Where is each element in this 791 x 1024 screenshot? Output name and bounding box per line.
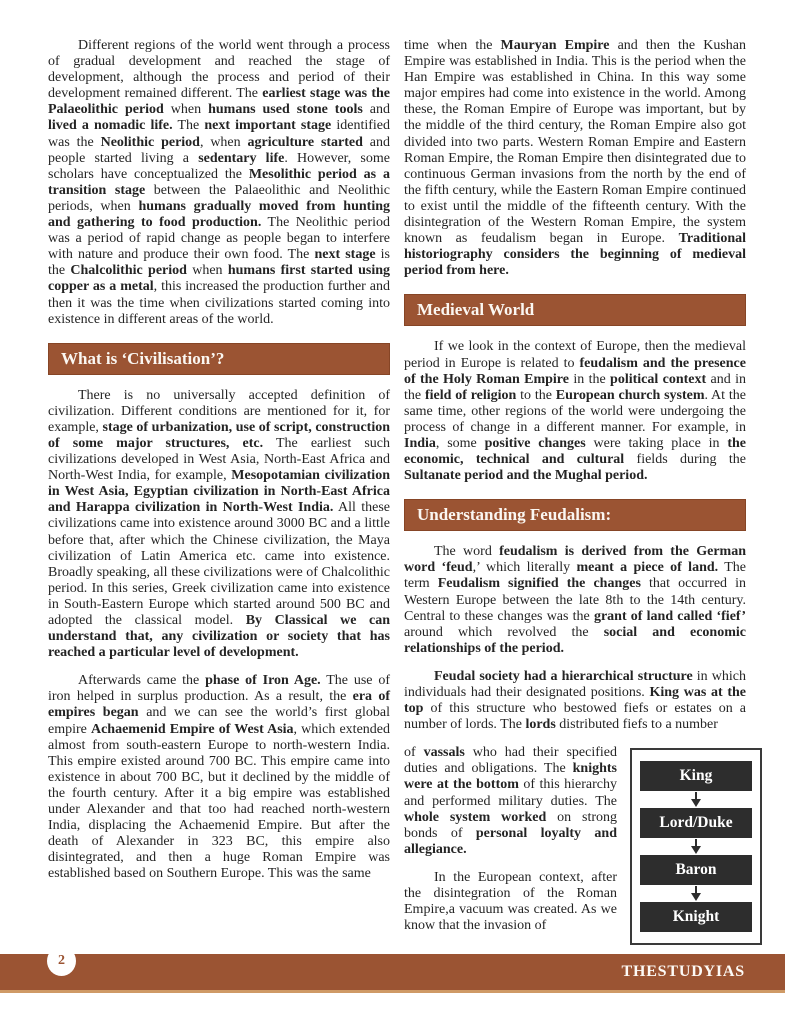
left-column (48, 38, 390, 895)
paragraph-civilisation-definition: There is no universally accepted definition of civilization. Different conditions are mentioned for it, for example, stage of urbanization, use of script, construction of some major structures, etc. The earliest such civilizations developed in West Asia, North-East Africa and North-West India, for example, Mesopotamian civilization in West Asia, Egyptian civilization in North-East Africa and Harappa civilization in North-West India. All these civilizations came into existence around 3000 BC and a little before that, after which the Chinese civilization, the Maya civilization of Latin America etc. came into existence. Broadly speaking, all these civilizations were of Chalcolithic period. In this series, Greek civilization came into existence in South-Eastern Europe which started around 500 BC and adopted the classical model. By Classical we can understand that, any civilization or society that has reached a particular level of development. (48, 387, 390, 661)
paragraph-feudal-society: Feudal society had a hierarchical structure in which individuals had their designated positions. King was at the top of this structure who bestowed fiefs or estates on a number of lords. The lords distributed fiefs to a number (404, 668, 747, 733)
section-heading-civilisation (48, 343, 390, 375)
paragraph-development-stages: Different regions of the world went through a process of gradual development and reached the stage of development, although the process and period of their development remained different. The earliest stage was the Palaeolithic period when humans used stone tools and lived a nomadic life. The next important stage identified was the Neolithic period, when agriculture started and people started living a sedentary life. However, some scholars have conceptualized the Mesolithic period as a transition stage between the Palaeolithic and Neolithic periods, when humans gradually moved from hunting and gathering to food production. The Neolithic period was a period of rapid change as people began to interfere with nature and produce their own food. The next stage is the Chalcolithic period when humans first started using copper as a metal, this increased the production further and then it was the time when civilizations started coming into existence in different areas of the world. (48, 38, 391, 327)
paragraph-iron-age: Afterwards came the phase of Iron Age. The use of iron helped in surplus production. As a result, the era of empires began and we can see the world’s first global empire Achaemenid Empire of West Asia, which extended almost from south-eastern Europe to north-western India. This empire existed around 700 BC. This empire came into existence in about 700 BC, but it declined by the middle of the fourth century. After it a big empire was established under Alexander and that too had reached north-western India, displacing the Achaemenid Empire. But after the death of Alexander in 323 BC, this empire also disintegrated, and then a huge Roman Empire was established based on Southern Europe. This was the same (48, 673, 390, 882)
down-arrow-icon (640, 838, 752, 855)
paragraph-feudalism-definition: The word feudalism is derived from the German word ‘feud,’ which literally meant a piece of land. The term Feudalism signified the changes that occurred in Western Europe between the late 8th to the 14th century. Central to these changes was the grant of land called ‘fief’ around which revolved the social and economic relationships of the period. (404, 544, 747, 656)
footer-bar (0, 954, 785, 993)
section-heading-label: Medieval World (417, 300, 535, 320)
diagram-node-baron: Baron (640, 855, 752, 885)
paragraph-medieval-europe: If we look in the context of Europe, then the medieval period in Europe is related to feudalism and the presence of the Holy Roman Empire in the political context and in the field of religion to the European church system. At the same time, other regions of the world were undergoing the process of change in a different manner. For example, in India, some positive changes were taking place in the economic, technical and cultural fields during the Sultanate period and the Mughal period. (404, 339, 746, 484)
paragraph-empires: time when the Mauryan Empire and then the Kushan Empire was established in India. This is the period when the Han Empire was established in China. In this way some major empires had come into existence in the world. Among these, the Roman Empire of Europe was important, but by the middle of the third century, the Roman Empire also got divided into two parts. Western Roman Empire and Eastern Roman Empire, the Roman Empire then disintegrated due to continuous German invasions from the north by the end of the fifth century, while the Eastern Roman Empire continued to exist until the middle of the fifteenth century. With the disintegration of the Western Roman Empire, the system known as feudalism began in Europe. Traditional historiography considers the beginning of medieval period from here. (404, 38, 746, 279)
diagram-node-knight: Knight (640, 902, 752, 932)
page-number-badge (47, 946, 76, 976)
down-arrow-icon (640, 791, 752, 808)
diagram-node-lord-duke: Lord/Duke (640, 808, 752, 838)
section-heading-label: What is ‘Civilisation’? (61, 348, 225, 368)
paragraph-feudal-hierarchy-wrap: of vassals who had their specified duties and obligations. The knights were at the bottom of this hierarchy and performed military duties. The whole system worked on strong bonds of personal loyalty and allegiance. (404, 745, 618, 857)
section-heading-label: Understanding Feudalism: (417, 505, 612, 525)
right-column (404, 38, 746, 951)
page-number: 2 (58, 953, 65, 968)
section-heading-medieval-world (404, 294, 746, 326)
diagram-node-king: King (640, 761, 752, 791)
section-heading-understanding-feudalism (404, 499, 746, 531)
brand-name: THESTUDYIAS (621, 963, 745, 980)
down-arrow-icon (640, 885, 752, 902)
feudal-hierarchy-diagram (630, 748, 762, 945)
paragraph-european-context: In the European context, after the disintegration of the Roman Empire,a vacuum was created. As we know that the invasion of (404, 869, 617, 934)
